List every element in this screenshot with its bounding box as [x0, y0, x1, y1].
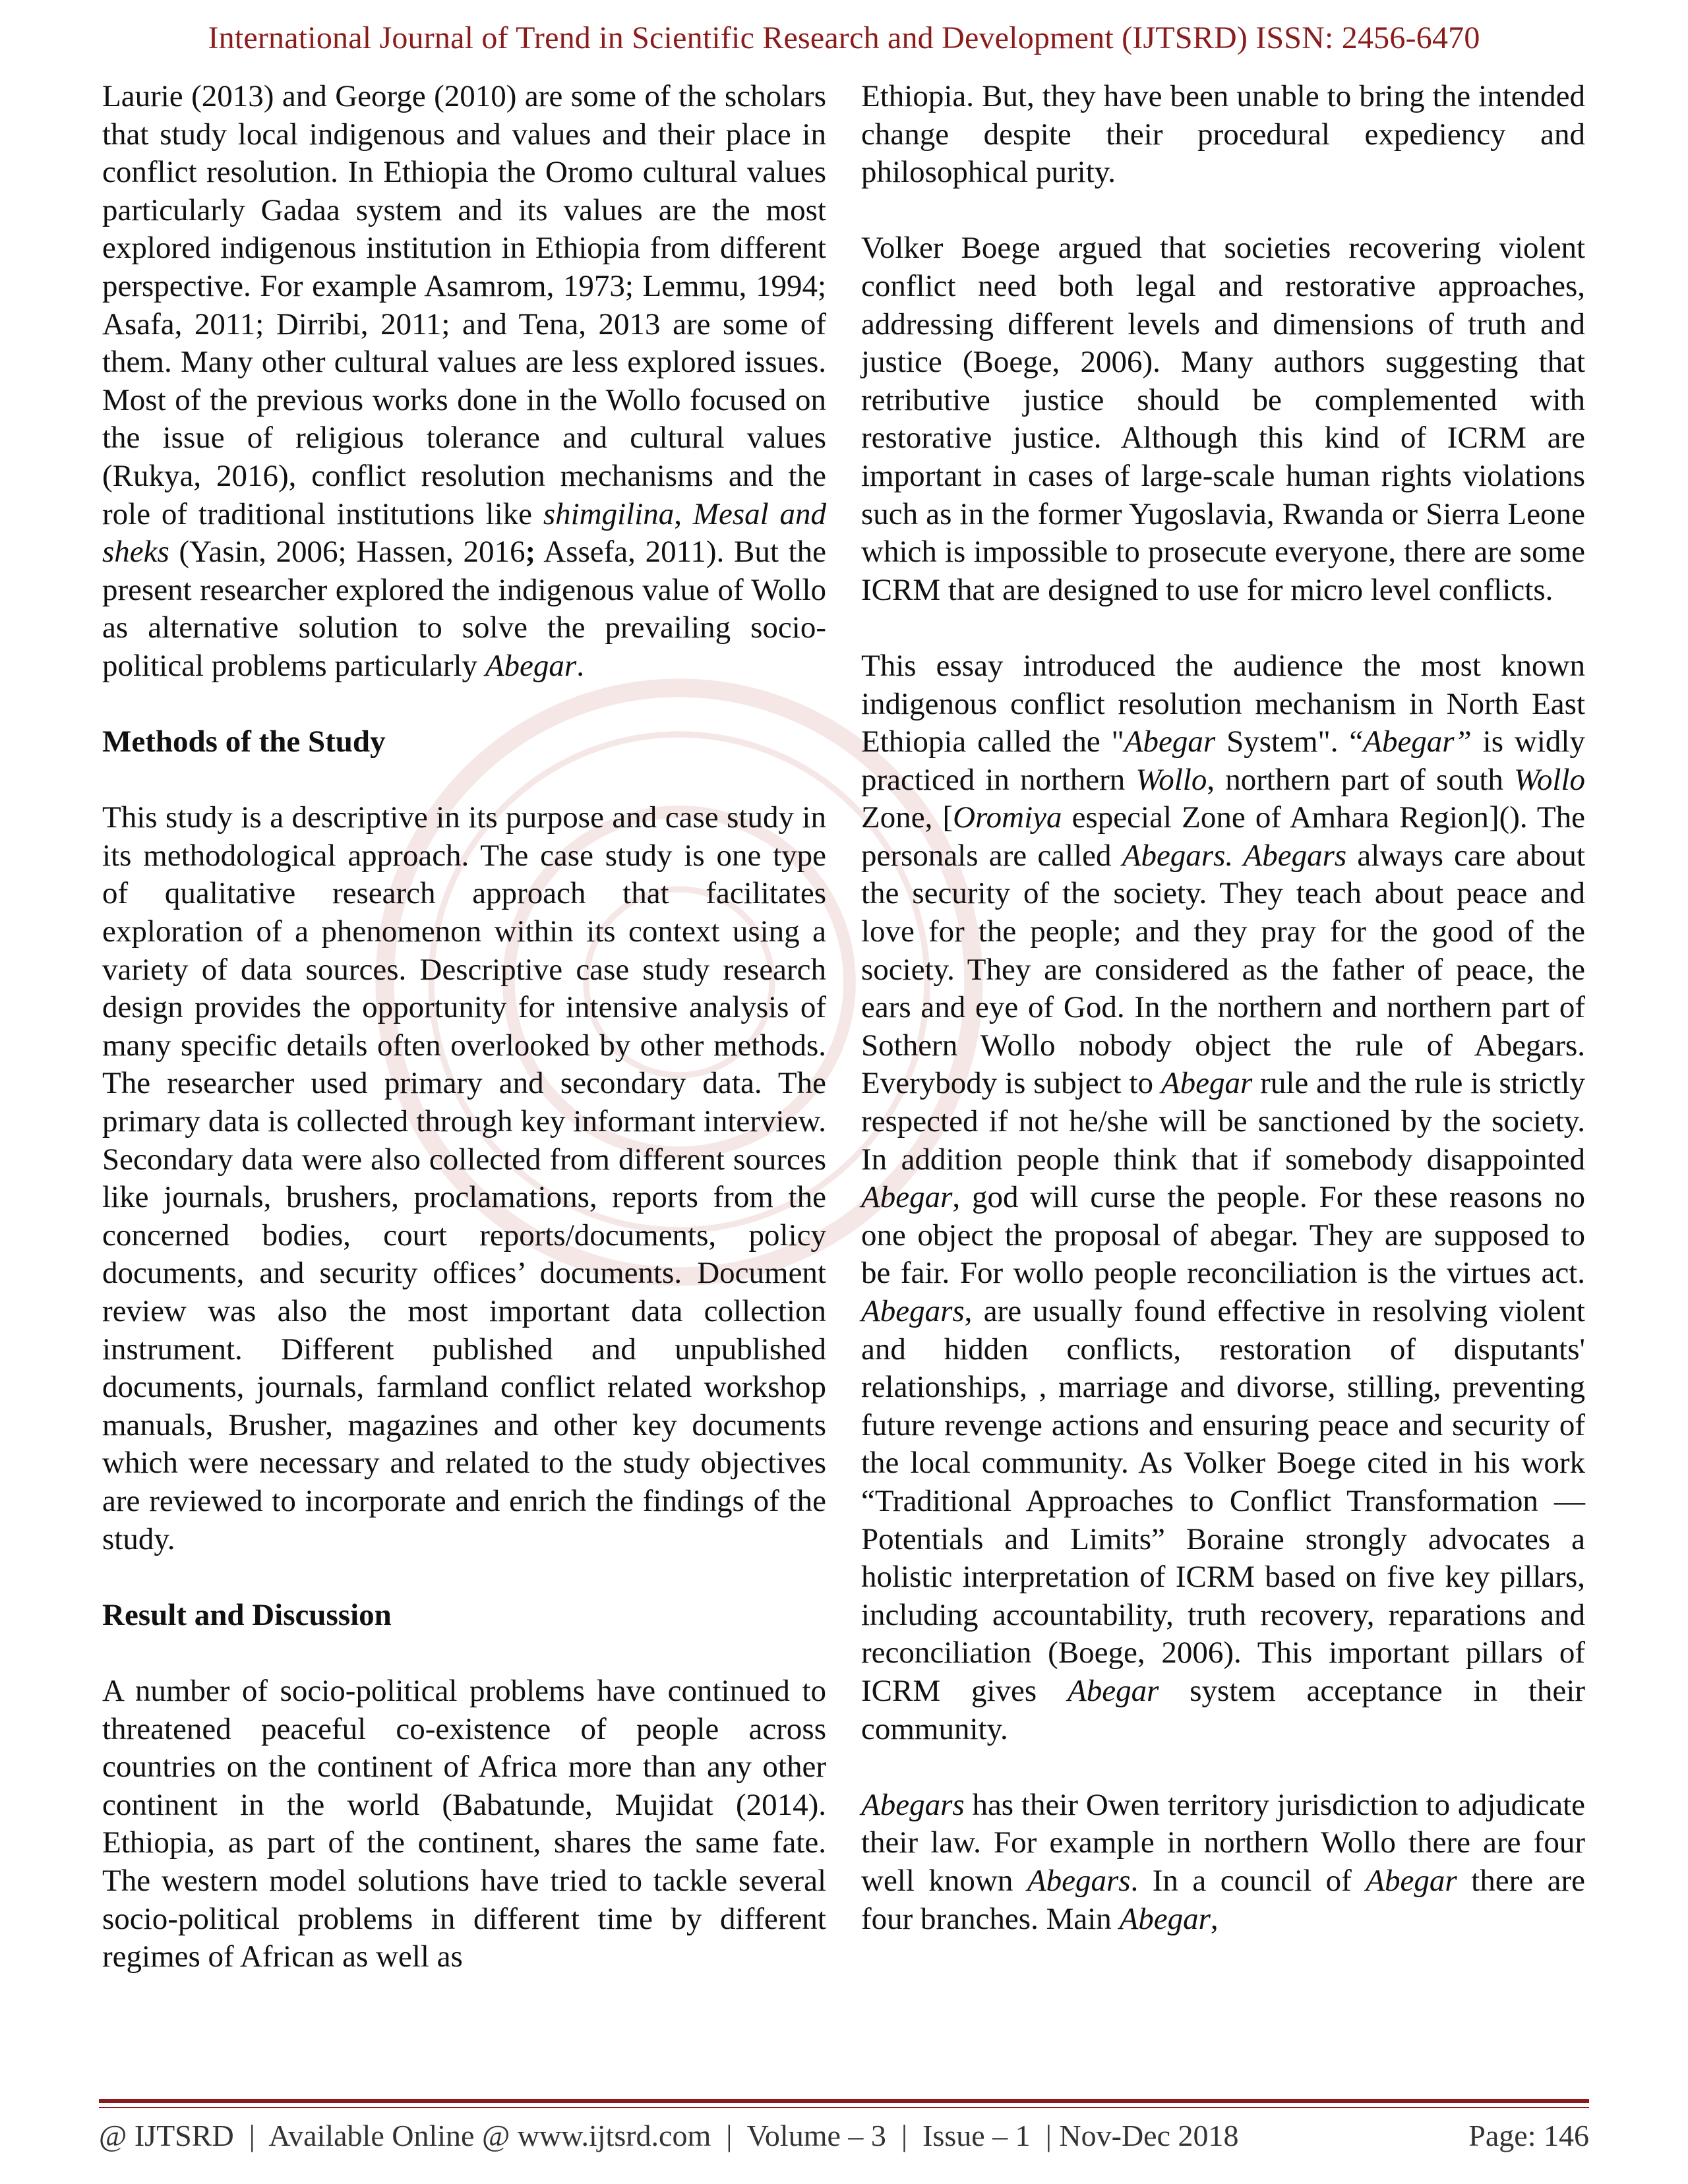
paragraph	[861, 229, 1585, 609]
left-column	[102, 78, 826, 1976]
footer-separator: |	[901, 2119, 908, 2152]
italic-text: shimgilina	[543, 496, 675, 531]
text-run: rule and the rule is strictly respected if not he/she will be sanctioned by the society. In addition people think that if somebody disappointed	[861, 1066, 1585, 1177]
text-run: , god will curse the people. For these reasons no one object the proposal of abegar. They are supposed to be fair. For wollo people reconciliation is the virtues act.	[861, 1180, 1585, 1291]
text-run: Ethiopia. But, they have been unable to bring the intended change despite their procedural expediency and philosophical purity.	[861, 79, 1585, 190]
footer-separator: |	[1045, 2119, 1052, 2152]
text-run: there are four branches. Main	[861, 1863, 1585, 1936]
footer-date: Nov-Dec 2018	[1059, 2119, 1239, 2152]
italic-text: Abegar	[1119, 1901, 1211, 1936]
paragraph	[861, 647, 1585, 1748]
section-heading-results: Result and Discussion	[102, 1597, 392, 1632]
text-run: Laurie (2013) and George (2010) are some of the scholars that study local indigenous and values and their place in conflict resolution. In Ethiopia the Oromo cultural values particularly Gadaa system and its values are the most explored indigenous institution in Ethiopia from different perspective. For example Asamrom, 1973; Lemmu, 1994; Asafa, 2011; Dirribi, 2011; and Tena, 2013 are some of them. Many other cultural values are less explored issues. Most of the previous works done in the Wollo focused on the issue of religious tolerance and cultural values (Rukya, 2016), conflict resolution mechanisms and the role of traditional institutions like	[102, 79, 826, 531]
text-run: especial Zone of Amhara Region](). The personals are called	[861, 800, 1585, 873]
footer-issue: Issue – 1	[922, 2119, 1031, 2152]
italic-text: Oromiya	[953, 800, 1062, 835]
page-footer	[99, 2118, 1589, 2153]
footer-rule-thin	[99, 2107, 1589, 2108]
text-run: , northern part of south	[1207, 762, 1515, 797]
paragraph	[861, 78, 1585, 192]
paragraph	[102, 1672, 826, 1976]
text-run: . In a council of	[1130, 1863, 1366, 1898]
text-run: A number of socio-political problems have continued to threatened peaceful co-existence of people across countries on the continent of Africa more than any other continent in the world (Babatunde, Mujidat (2014). Ethiopia, as part of the continent, shares the same fate. The western model solutions have tried to tackle several socio-political problems in different time by different regimes of African as well as	[102, 1673, 826, 1974]
text-run: system acceptance in their community.	[861, 1673, 1585, 1746]
text-run: System". “	[1215, 724, 1364, 759]
section-heading-methods: Methods of the Study	[102, 724, 386, 759]
text-run: Zone, [	[861, 800, 953, 835]
italic-text: Abegar	[1366, 1863, 1457, 1898]
text-run: Volker Boege argued that societies recovering violent conflict need both legal and restorative approaches, addressing different levels and dimensions of truth and justice (Boege, 2006). Many authors suggesting that retributive justice should be complemented with restorative justice. Although this kind of ICRM are important in cases of large-scale human rights violations such as in the former Yugoslavia, Rwanda or Sierra Leone which is impossible to prosecute everyone, there are some ICRM that are designed to use for micro level conflicts.	[861, 231, 1585, 607]
bold-text: ;	[525, 535, 536, 570]
italic-text: Abegar	[1124, 724, 1216, 759]
italic-text: Abegars	[861, 1787, 965, 1822]
text-run: always care about the security of the society. They teach about peace and love for the people; and they pray for the good of the society. They are considered as the father of peace, the ears and eye of God. In the northern and northern part of Sothern Wollo nobody object the rule of Abegars. Everybody is subject to	[861, 838, 1585, 1101]
right-column	[861, 78, 1585, 1938]
text-run: (Yasin, 2006; Hassen, 2016	[169, 535, 526, 570]
text-run: has their Owen territory jurisdiction to adjudicate their law. For example in northern Wollo there are four well known	[861, 1787, 1585, 1898]
footer-info	[99, 2118, 1239, 2153]
text-run: .	[576, 648, 584, 683]
italic-text: Abegars. Abegars	[1122, 838, 1347, 873]
italic-text: Mesal and sheks	[102, 496, 827, 570]
paragraph	[102, 799, 826, 1558]
italic-text: Abegar	[1160, 1066, 1253, 1101]
paragraph	[861, 1786, 1585, 1938]
text-run: , are usually found effective in resolving violent and hidden conflicts, restoration of disputants' relationships, , marriage and divorse, stilling, preventing future revenge actions and ensuring peace and security of the local community. As Volker Boege cited in his work “Traditional Approaches to Conflict Transformation — Potentials and Limits” Boraine strongly advocates a holistic interpretation of ICRM based on five key pillars, including accountability, truth recovery, reparations and reconciliation (Boege, 2006). This important pillars of ICRM gives	[861, 1294, 1585, 1708]
italic-text: Abegar	[485, 648, 577, 683]
italic-text: Abegars	[1027, 1863, 1131, 1898]
text-run: This essay introduced the audience the most known indigenous conflict resolution mechanism in North East Ethiopia called the "	[861, 648, 1585, 759]
footer-separator: |	[249, 2119, 255, 2152]
text-run: ,	[674, 496, 693, 531]
footer-journal: @ IJTSRD	[99, 2119, 234, 2152]
italic-text: Wollo	[1135, 762, 1207, 797]
text-run: This study is a descriptive in its purpose and case study in its methodological approach. The case study is one type of qualitative research approach that facilitates exploration of a phenomenon within its context using a variety of data sources. Descriptive case study research design provides the opportunity for intensive analysis of many specific details often overlooked by other methods. The researcher used primary and secondary data. The primary data is collected through key informant interview. Secondary data were also collected from different sources like journals, brushers, proclamations, reports from the concerned bodies, court reports/documents, policy documents, and security offices’ documents. Document review was also the most important data collection instrument. Different published and unpublished documents, journals, farmland conflict related workshop manuals, Brusher, magazines and other key documents which were necessary and related to the study objectives are reviewed to incorporate and enrich the findings of the study.	[102, 800, 826, 1556]
italic-text: Wollo	[1514, 762, 1585, 797]
footer-rule	[99, 2099, 1589, 2103]
footer-page-number: Page: 146	[1468, 2119, 1589, 2152]
footer-separator: |	[726, 2119, 733, 2152]
italic-text: Abegar”	[1363, 724, 1472, 759]
italic-text: Abegar	[861, 1180, 953, 1215]
italic-text: Abegars	[861, 1294, 965, 1328]
italic-text: Abegar	[1068, 1673, 1159, 1708]
text-run: is widly practiced in northern	[861, 724, 1585, 797]
text-run: Assefa, 2011). But the present researcher explored the indigenous value of Wollo as alternative solution to solve the prevailing socio-political problems particularly	[102, 535, 826, 683]
footer-volume: Volume – 3	[746, 2119, 886, 2152]
paragraph	[102, 78, 826, 686]
footer-available-online: Available Online @ www.ijtsrd.com	[268, 2119, 711, 2152]
text-run: ,	[1210, 1901, 1219, 1936]
journal-header: International Journal of Trend in Scientific Research and Development (IJTSRD) ISSN: 2456-6470	[208, 20, 1480, 55]
